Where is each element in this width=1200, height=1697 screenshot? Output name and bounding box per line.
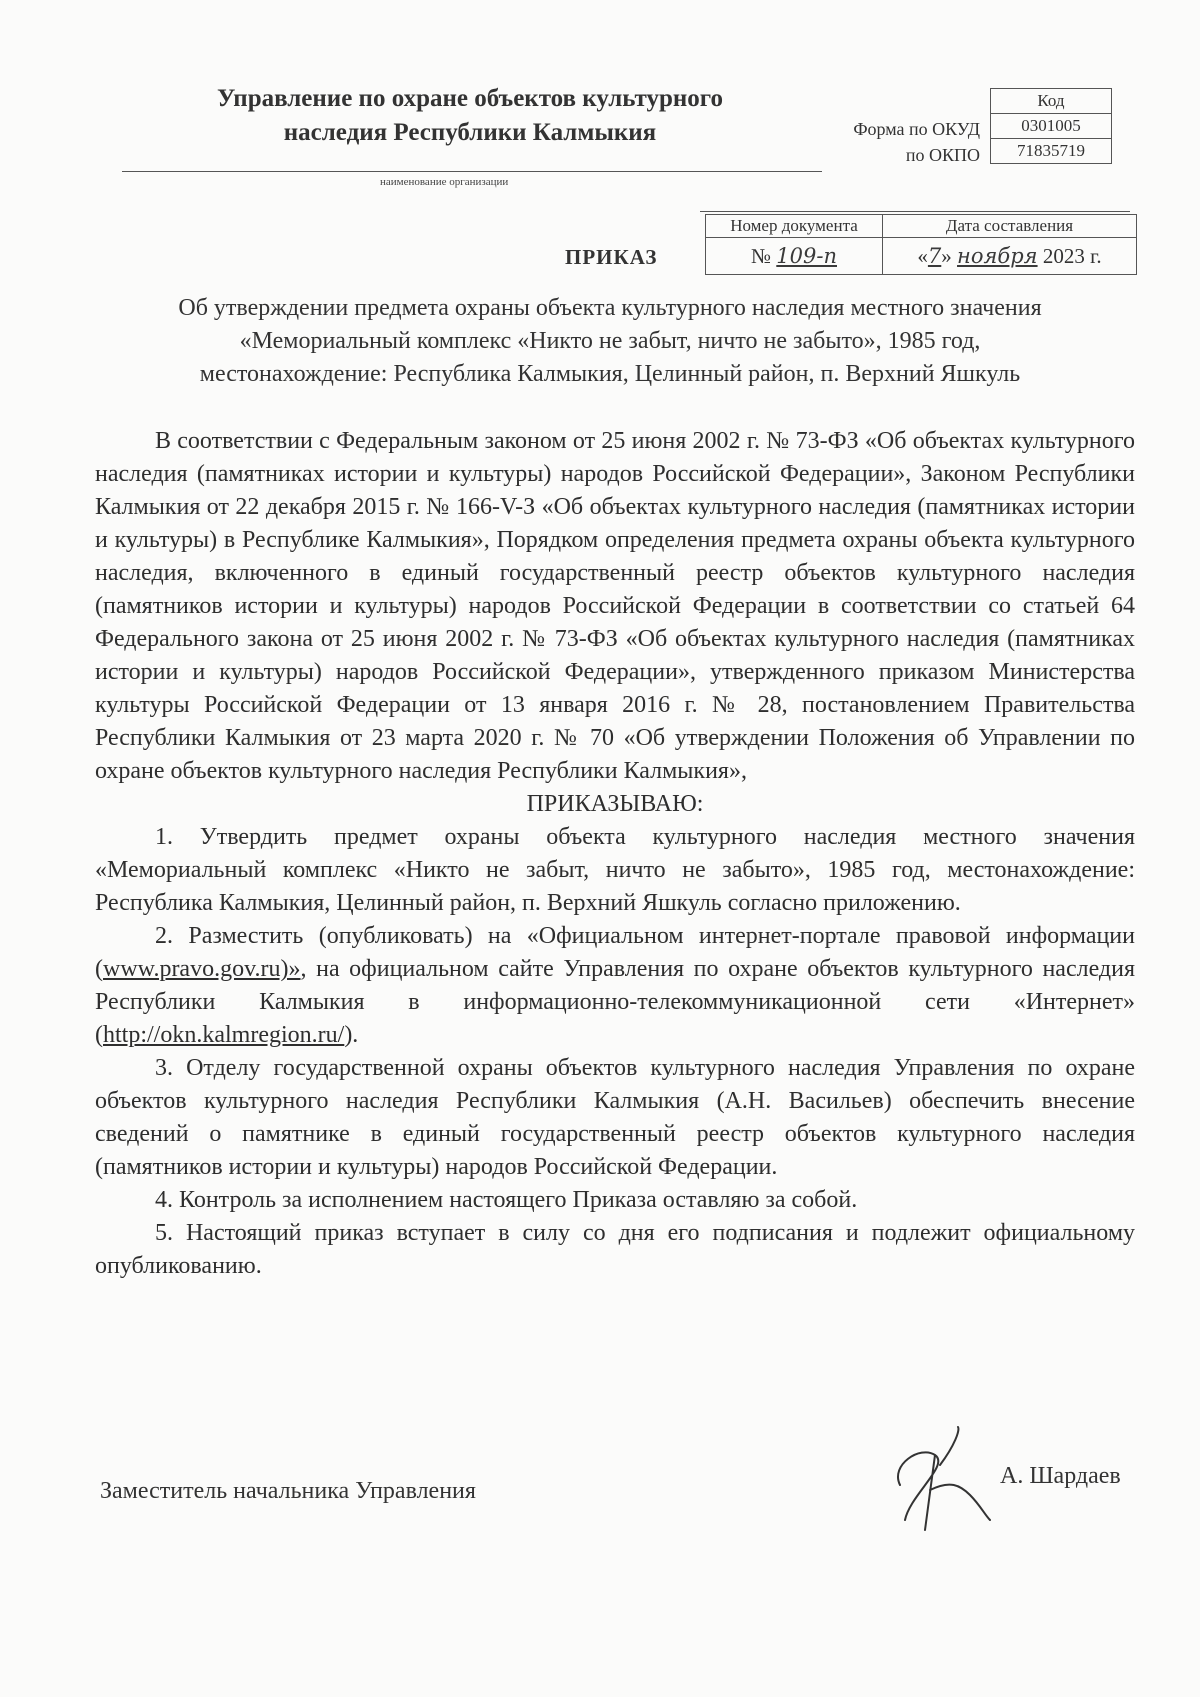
org-caption: наименование организации — [380, 176, 509, 188]
order-item-4: 4. Контроль за исполнением настоящего Приказа оставляю за собой. — [155, 1187, 858, 1213]
order-item-3: 3. Отделу государственной охраны объектов культурного наследия Управления по охране объектов культурного наследия Республики Калмыкия (А.Н. Васильев) обеспечить внесение сведений о памятнике в единый государственный реестр объектов культурного наследия (памятников истории и культуры) народов Российской Федерации. — [95, 1055, 1135, 1180]
subject-line-2: «Мемориальный комплекс «Никто не забыт, ничто не забыто», 1985 год, — [239, 328, 981, 354]
date-close-quote: » — [941, 243, 952, 268]
document-date — [883, 238, 1137, 275]
order-item-1: 1. Утвердить предмет охраны объекта культурного наследия местного значения «Мемориальный комплекс «Никто не забыт, ничто не забыто», 1985 год, местонахождение: Республика Калмыкия, Целинный район, п. Верхний Яшкуль согласно приложению. — [95, 824, 1135, 916]
order-item-5: 5. Настоящий приказ вступает в силу со дня его подписания и подлежит официальному опубликованию. — [95, 1220, 1135, 1279]
date-month: ноября — [957, 243, 1038, 268]
date-day: 7 — [927, 243, 942, 268]
number-header: Номер документа — [706, 215, 883, 238]
subject-line-1: Об утверждении предмета охраны объекта культурного наследия местного значения — [178, 295, 1042, 321]
org-underline — [122, 171, 822, 172]
document-title: ПРИКАЗ — [565, 245, 658, 269]
order-item-2 — [95, 920, 1135, 1052]
preamble-paragraph: В соответствии с Федеральным законом от 25 июня 2002 г. № 73-ФЗ «Об объектах культурного наследия (памятниках истории и культуры) народов Российской Федерации», Законом Республики Калмыкия от 22 декабря 2015 г. № 166-V-З «Об объектах культурного наследия (памятниках истории и культуры) в Республике Калмыкия», Порядком определения предмета охраны объекта культурного наследия, включенного в единый государственный реестр объектов культурного наследия (памятников истории и культуры) народов Российской Федерации в соответствии со статьей 64 Федерального закона от 25 июня 2002 г. № 73-ФЗ «Об объектах культурного наследия (памятниках истории и культуры) народов Российской Федерации», утвержденного приказом Министерства культуры Российской Федерации от 13 января 2016 г. № 28, постановлением Правительства Республики Калмыкия от 23 марта 2020 г. № 70 «Об утверждении Положения об Управлении по охране объектов культурного наследия Республики Калмыкия», — [95, 428, 1135, 784]
numdate-top-rule — [700, 211, 1130, 212]
number-date-table — [705, 214, 1137, 275]
okud-code: 0301005 — [991, 114, 1112, 139]
number-prefix: № — [751, 243, 772, 268]
organization-name — [150, 82, 790, 150]
pravo-link[interactable]: www.pravo.gov.ru)» — [103, 956, 301, 982]
order-subject — [85, 292, 1135, 391]
signer-name: А. Шардаев — [1000, 1463, 1121, 1489]
order-body — [95, 425, 1135, 1283]
subject-line-3: местонахождение: Республика Калмыкия, Целинный район, п. Верхний Яшкуль — [199, 361, 1021, 387]
code-header: Код — [991, 89, 1112, 114]
okpo-code: 71835719 — [991, 139, 1112, 164]
item2-text-end: ). — [344, 1022, 359, 1048]
order-word: ПРИКАЗЫВАЮ: — [526, 791, 704, 817]
signer-position: Заместитель начальника Управления — [100, 1478, 476, 1504]
handwritten-signature — [880, 1425, 1000, 1535]
item2-text-middle: , на официальном сайте Управления по охране объектов культурного наследия Республики Калмыкия в информационно-телекоммуникационной сети «Интернет» ( — [95, 956, 1135, 1048]
okn-site-link[interactable]: http://okn.kalmregion.ru/ — [103, 1022, 345, 1048]
document-number — [706, 238, 883, 275]
date-header: Дата составления — [883, 215, 1137, 238]
number-value: 109-п — [776, 243, 837, 268]
form-code-labels — [800, 116, 980, 168]
okud-label: Форма по ОКУД — [853, 119, 980, 139]
date-open-quote: « — [917, 243, 928, 268]
codes-table — [990, 88, 1112, 164]
item2-text-start: 2. Разместить (опубликовать) на «Официальном интернет-портале правовой информации ( — [95, 923, 1135, 982]
org-line-1: Управление по охране объектов культурного — [217, 85, 723, 112]
okpo-label: по ОКПО — [905, 145, 980, 165]
org-line-2: наследия Республики Калмыкия — [283, 119, 657, 146]
date-year: 2023 г. — [1042, 243, 1102, 268]
